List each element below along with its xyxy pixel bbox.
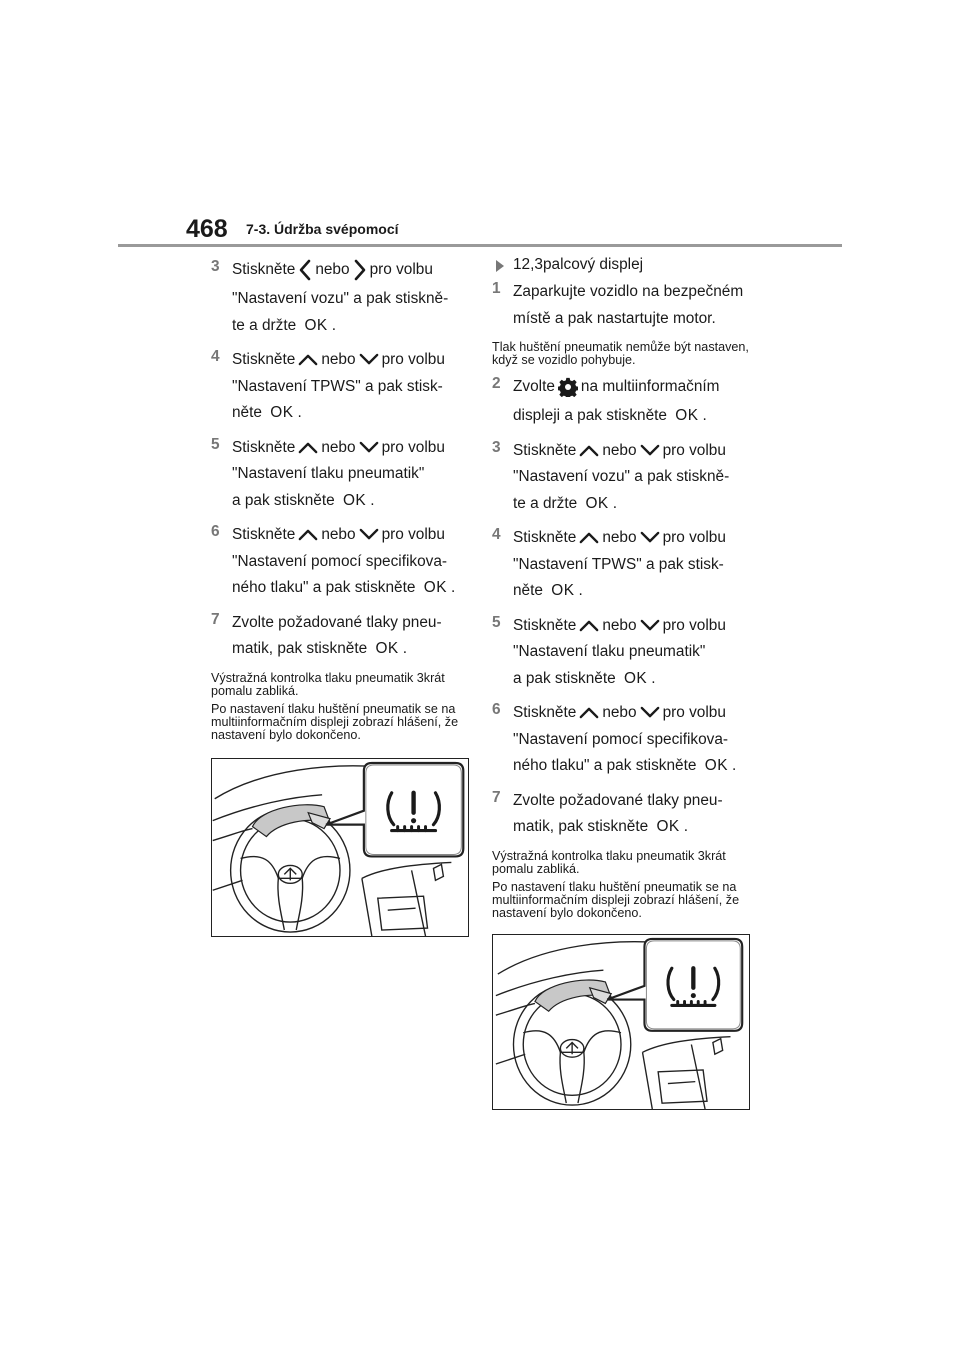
chevron-up-icon	[298, 528, 318, 541]
step-number: 1	[492, 280, 501, 297]
ok-button-label: OK	[675, 407, 699, 424]
ok-button-label: OK	[342, 491, 367, 509]
chevron-left-icon	[298, 259, 312, 281]
right-step-7: 7 Zvolte požadované tlaky pneu- matik, pak stiskněte OK .	[492, 789, 754, 842]
step-number: 4	[492, 526, 501, 543]
ok-button-label: OK	[423, 579, 447, 596]
step-text: Zvolte požadované tlaky pneu-	[513, 791, 723, 809]
left-step-3: 3 Stiskněte nebo pro volbu "Nastavení vozu" a pak stiskně- te a držte OK .	[211, 258, 473, 340]
ok-button-label: OK	[656, 818, 680, 835]
step-text: "Nastavení pomocí specifikova-	[232, 552, 448, 570]
step-text: Zvolte požadované tlaky pneu-	[232, 613, 442, 631]
step-number: 6	[211, 523, 220, 540]
note-warning-blink: Výstražná kontrolka tlaku pneumatik 3krát pomalu zabliká.	[492, 848, 726, 876]
note-setting-complete: Po nastavení tlaku huštění pneumatik se na multiinformačním displeji zobrazí hlášení, že nastavení bylo dokončeno.	[492, 879, 740, 920]
step-text: Zaparkujte vozidlo na bezpečném	[513, 283, 744, 300]
left-step-7: 7 Zvolte požadované tlaky pneu- matik, pak stiskněte OK .	[211, 611, 473, 664]
chevron-up-icon	[579, 444, 599, 457]
ok-button-label: OK	[551, 582, 575, 599]
right-step-3: 3 Stiskněte nebo pro volbu "Nastavení vozu" a pak stiskně- te a držte OK .	[492, 439, 754, 519]
chevron-up-icon	[579, 706, 599, 719]
chevron-up-icon	[298, 441, 318, 454]
step-number: 4	[211, 348, 220, 365]
header-rule	[118, 244, 842, 247]
display-heading: 12,3palcový displej	[492, 254, 754, 280]
left-step-6: 6 Stiskněte nebo pro volbu "Nastavení pomocí specifikova- ného tlaku" a pak stiskněte OK .	[211, 523, 473, 603]
right-column	[492, 254, 754, 925]
tire-pressure-warning-icon	[212, 759, 468, 936]
step-text: "Nastavení TPWS" a pak stisk-	[513, 555, 724, 573]
step-number: 7	[492, 788, 501, 806]
note-setting-complete: Po nastavení tlaku huštění pneumatik se na multiinformačním displeji zobrazí hlášení, že nastavení bylo dokončeno.	[211, 701, 459, 742]
dashboard-illustration-left	[211, 758, 469, 937]
step-text: místě a pak nastartujte motor.	[513, 309, 716, 327]
chevron-down-icon	[359, 441, 379, 454]
step-number: 5	[492, 613, 501, 631]
section-title: 7-3. Údržba svépomocí	[246, 221, 399, 237]
ok-button-label: OK	[623, 669, 648, 687]
note-warning-blink: Výstražná kontrolka tlaku pneumatik 3krát pomalu zabliká.	[211, 670, 445, 698]
ok-button-label: OK	[585, 494, 609, 512]
left-column	[211, 258, 473, 747]
chevron-up-icon	[579, 619, 599, 632]
chevron-down-icon	[640, 444, 660, 457]
step-number: 7	[211, 610, 220, 628]
step-text: "Nastavení pomocí specifikova-	[513, 730, 729, 748]
chevron-up-icon	[298, 353, 318, 366]
chevron-down-icon	[359, 528, 379, 541]
ok-button-label: OK	[270, 404, 294, 421]
gear-icon	[558, 377, 578, 397]
chevron-right-icon	[353, 259, 367, 281]
step-text: "Nastavení vozu" a pak stiskně-	[232, 290, 449, 307]
step-text: "Nastavení tlaku pneumatik"	[513, 643, 706, 660]
step-number: 5	[211, 435, 220, 453]
right-step-2: 2 Zvolte na multiinformačním displeji a pak stiskněte OK .	[492, 375, 754, 431]
step-text: "Nastavení vozu" a pak stiskně-	[513, 468, 730, 485]
left-step-4: 4 Stiskněte nebo pro volbu "Nastavení TPWS" a pak stisk- něte OK .	[211, 348, 473, 428]
tire-pressure-warning-icon	[493, 935, 749, 1109]
step-number: 3	[211, 258, 220, 275]
triangle-bullet-icon	[496, 260, 504, 272]
chevron-up-icon	[579, 531, 599, 544]
step-text: "Nastavení TPWS" a pak stisk-	[232, 377, 443, 395]
page-number: 468	[186, 215, 228, 243]
ok-button-label: OK	[704, 757, 728, 774]
step-number: 6	[492, 701, 501, 718]
dashboard-illustration-right	[492, 934, 750, 1110]
step-number: 2	[492, 375, 501, 392]
step-number: 3	[492, 438, 501, 456]
note-vehicle-moving: Tlak huštění pneumatik nemůže být nastaven, když se vozidlo pohybuje.	[492, 340, 749, 367]
left-step-5: 5 Stiskněte nebo pro volbu "Nastavení tlaku pneumatik" a pak stiskněte OK .	[211, 436, 473, 516]
chevron-down-icon	[640, 531, 660, 544]
ok-button-label: OK	[375, 640, 399, 657]
right-step-5: 5 Stiskněte nebo pro volbu "Nastavení tlaku pneumatik" a pak stiskněte OK .	[492, 614, 754, 694]
step-text: "Nastavení tlaku pneumatik"	[232, 465, 425, 482]
right-step-4: 4 Stiskněte nebo pro volbu "Nastavení TPWS" a pak stisk- něte OK .	[492, 526, 754, 606]
ok-button-label: OK	[304, 316, 328, 334]
right-step-6: 6 Stiskněte nebo pro volbu "Nastavení pomocí specifikova- ného tlaku" a pak stiskněte OK .	[492, 701, 754, 781]
chevron-down-icon	[640, 706, 660, 719]
chevron-down-icon	[359, 353, 379, 366]
chevron-down-icon	[640, 619, 660, 632]
right-step-1	[492, 280, 754, 333]
